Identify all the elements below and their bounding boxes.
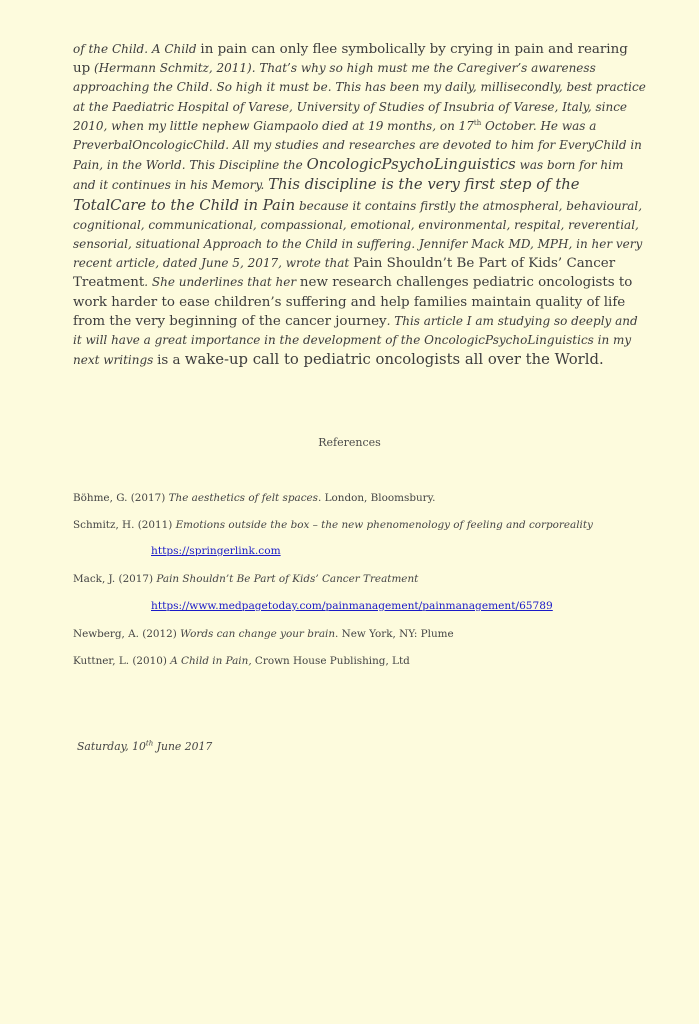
document-date: [77, 740, 212, 753]
body-text-segment: is a: [157, 353, 185, 369]
body-text-segment: This discipline is the very first step of the TotalCare to the Child in Pain: [73, 176, 580, 214]
reference-author: Schmitz, H. (2011): [73, 519, 176, 531]
reference-link-medpage[interactable]: https://www.medpagetoday.com/painmanagement/painmanagement/65789: [151, 600, 553, 612]
body-paragraph: [73, 40, 648, 370]
reference-item: [73, 655, 410, 667]
body-text-segment: (Hermann Schmitz, 2011). That’s why so high must me the Caregiver’s awareness approaching the Child. So high it must be. This has been my daily, millisecondly, best practice at the Paediatric Hospital of Varese, University of Studies of Insubria of Varese, Italy, since 2010, when my little nephew Giampaolo died at 19 months, on 17: [73, 61, 646, 133]
body-text-segment: new research challenges pediatric oncologists to work harder to ease children’s suffering and help families maintain quality of life from the very beginning of the cancer journey: [73, 275, 633, 329]
reference-author: Newberg, A. (2012): [73, 628, 181, 640]
body-text-segment: OncologicPsychoLinguistics: [306, 156, 516, 174]
date-prefix: Saturday, 10: [77, 740, 146, 753]
date-suffix: June 2017: [153, 740, 213, 753]
reference-author: Mack, J. (2017): [73, 573, 157, 585]
body-text-segment: th: [473, 118, 482, 127]
reference-title: Words can change your brain.: [180, 628, 339, 640]
reference-title: Emotions outside the box – the new phenomenology of feeling and corporeality: [175, 519, 593, 531]
body-text-segment: . She underlines that her: [144, 275, 300, 290]
reference-author: Kuttner, L. (2010): [73, 655, 171, 667]
reference-publisher: New York, NY: Plume: [338, 628, 454, 640]
reference-author: Böhme, G. (2017): [73, 492, 169, 504]
references-heading: References: [318, 436, 381, 449]
reference-title: Pain Shouldn’t Be Part of Kids’ Cancer Treatment: [156, 573, 419, 585]
body-text-segment: wake-up call to pediatric oncologists all over the World.: [184, 351, 604, 369]
body-text-segment: because it contains firstly the atmospheral, behavioural, cognitional, communicational, compassional, emotional, environmental, respital, reverential, sensorial, situational Approach to the Child in suffering. Jennifer Mack MD, MPH, in her very recent article, dated June 5, 2017, wrote that: [73, 198, 643, 271]
reference-link-springer[interactable]: https://springerlink.com: [151, 545, 281, 557]
body-text-segment: October. He was a PreverbalOncologicChild. All my studies and researches are devoted to him for EveryChild in Pain, in the World. This Discipline the: [73, 118, 642, 173]
date-ordinal: th: [145, 739, 154, 748]
reference-title: The aesthetics of felt spaces.: [168, 492, 322, 504]
reference-item: [73, 628, 454, 640]
body-text-segment: was born for him and it continues in his Memory.: [73, 158, 624, 193]
reference-item: [73, 492, 435, 504]
reference-item: [73, 573, 418, 585]
body-text-segment: . This article I am studying so deeply and it will have a great importance in the development of the OncologicPsychoLinguistics in my next writings: [73, 313, 638, 368]
reference-title: A Child in Pain,: [170, 655, 252, 667]
body-text-segment: of the Child. A Child: [73, 42, 201, 56]
body-text-segment: in pain can only flee symbolically by crying in pain and rearing up: [73, 42, 628, 77]
body-text-segment: Pain Shouldn’t Be Part of Kids’ Cancer Treatment: [73, 256, 616, 291]
reference-publisher: Crown House Publishing, Ltd: [251, 655, 410, 667]
reference-publisher: London, Bloomsbury.: [321, 492, 436, 504]
reference-item: [73, 519, 593, 531]
body-text: [73, 40, 648, 370]
